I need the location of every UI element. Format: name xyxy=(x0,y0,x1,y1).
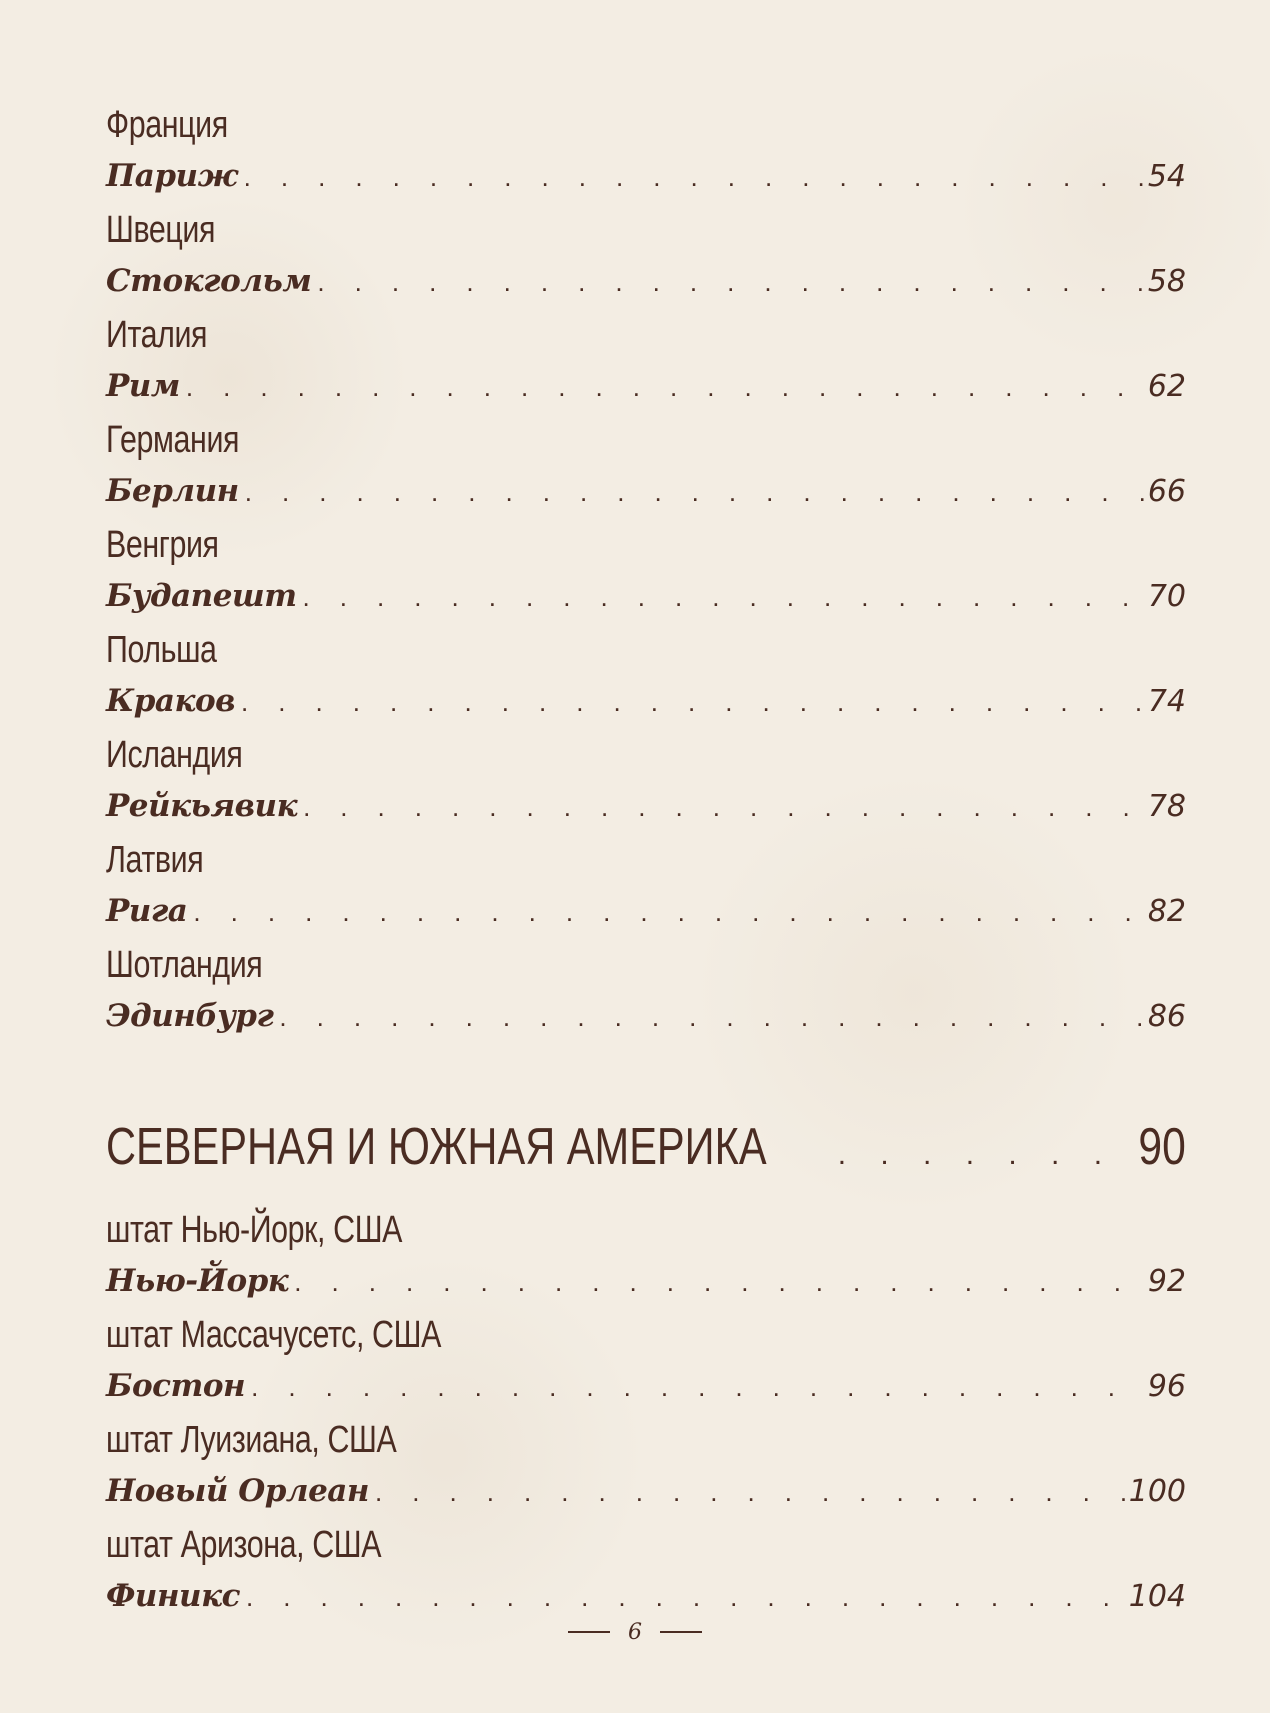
toc-entry xyxy=(106,1520,1186,1625)
page-number: 62 xyxy=(1147,369,1186,404)
section-page-number: 90 xyxy=(1138,1118,1186,1176)
page-number: 104 xyxy=(1128,1579,1186,1614)
city-name: Краков xyxy=(106,683,235,719)
page-number: 54 xyxy=(1147,159,1186,194)
country-name: Венгрия xyxy=(106,524,219,566)
city-name: Рим xyxy=(106,368,180,404)
toc-entry xyxy=(106,1415,1186,1520)
toc-entry xyxy=(106,835,1186,940)
folio-page-number: 6 xyxy=(628,1619,642,1645)
state-name: штат Нью-Йорк, США xyxy=(106,1209,403,1251)
toc-row[interactable] xyxy=(106,1465,1186,1517)
city-name: Финикс xyxy=(106,1578,240,1614)
state-name: штат Луизиана, США xyxy=(106,1419,397,1461)
city-name: Новый Орлеан xyxy=(106,1473,369,1509)
page-number: 100 xyxy=(1128,1474,1186,1509)
footer-rule-left xyxy=(568,1631,610,1633)
state-name: штат Аризона, США xyxy=(106,1524,382,1566)
toc-row[interactable] xyxy=(106,1255,1186,1307)
dot-leader xyxy=(241,676,1144,728)
city-name: Нью-Йорк xyxy=(106,1263,289,1299)
country-name: Швеция xyxy=(106,209,216,251)
country-name: Италия xyxy=(106,314,208,356)
city-name: Эдинбург xyxy=(106,998,274,1034)
page-number: 66 xyxy=(1147,474,1186,509)
toc-entry xyxy=(106,1310,1186,1415)
city-name: Бостон xyxy=(106,1368,246,1404)
toc-row[interactable] xyxy=(106,465,1186,517)
page-number: 78 xyxy=(1147,789,1186,824)
table-of-contents xyxy=(106,100,1186,1625)
toc-entry xyxy=(106,100,1186,205)
toc-row[interactable] xyxy=(106,255,1186,307)
dot-leader xyxy=(244,151,1144,203)
toc-entry xyxy=(106,730,1186,835)
toc-entry xyxy=(106,310,1186,415)
toc-entry xyxy=(106,520,1186,625)
dot-leader xyxy=(193,886,1143,938)
page-footer xyxy=(0,1612,1270,1652)
toc-row[interactable] xyxy=(106,780,1186,832)
toc-entry xyxy=(106,205,1186,310)
dot-leader xyxy=(303,571,1144,623)
toc-row[interactable] xyxy=(106,885,1186,937)
toc-row[interactable] xyxy=(106,150,1186,202)
city-name: Париж xyxy=(106,158,238,194)
page-number: 82 xyxy=(1147,894,1186,929)
toc-row[interactable] xyxy=(106,1360,1186,1412)
footer-rule-right xyxy=(660,1631,702,1633)
country-name: Исландия xyxy=(106,734,243,776)
page-number: 74 xyxy=(1147,684,1186,719)
toc-entry xyxy=(106,625,1186,730)
dot-leader xyxy=(838,1138,1124,1172)
page-number: 96 xyxy=(1147,1369,1186,1404)
section-heading-americas[interactable] xyxy=(106,1117,1186,1205)
page-number: 58 xyxy=(1147,264,1186,299)
dot-leader xyxy=(317,256,1143,308)
state-name: штат Массачусетс, США xyxy=(106,1314,441,1356)
toc-row[interactable] xyxy=(106,360,1186,412)
city-name: Рейкьявик xyxy=(106,788,298,824)
dot-leader xyxy=(294,1256,1144,1308)
country-name: Латвия xyxy=(106,839,204,881)
dot-leader xyxy=(251,1361,1144,1413)
dot-leader xyxy=(186,361,1144,413)
city-name: Стокгольм xyxy=(106,263,312,299)
city-name: Будапешт xyxy=(106,578,297,614)
toc-entry xyxy=(106,1205,1186,1310)
page-number: 86 xyxy=(1147,999,1186,1034)
dot-leader xyxy=(303,781,1144,833)
city-name: Рига xyxy=(106,893,188,929)
city-name: Берлин xyxy=(106,473,239,509)
country-name: Шотландия xyxy=(106,944,263,986)
page-number: 70 xyxy=(1147,579,1186,614)
section-title: СЕВЕРНАЯ И ЮЖНАЯ АМЕРИКА xyxy=(106,1118,767,1176)
toc-row[interactable] xyxy=(106,675,1186,727)
toc-entry xyxy=(106,940,1186,1045)
country-name: Германия xyxy=(106,419,240,461)
toc-entry xyxy=(106,415,1186,520)
dot-leader xyxy=(245,466,1144,518)
toc-row[interactable] xyxy=(106,570,1186,622)
toc-row[interactable] xyxy=(106,990,1186,1042)
page-number: 92 xyxy=(1147,1264,1186,1299)
country-name: Польша xyxy=(106,629,217,671)
country-name: Франция xyxy=(106,104,228,146)
dot-leader xyxy=(279,991,1143,1043)
dot-leader xyxy=(375,1466,1125,1518)
